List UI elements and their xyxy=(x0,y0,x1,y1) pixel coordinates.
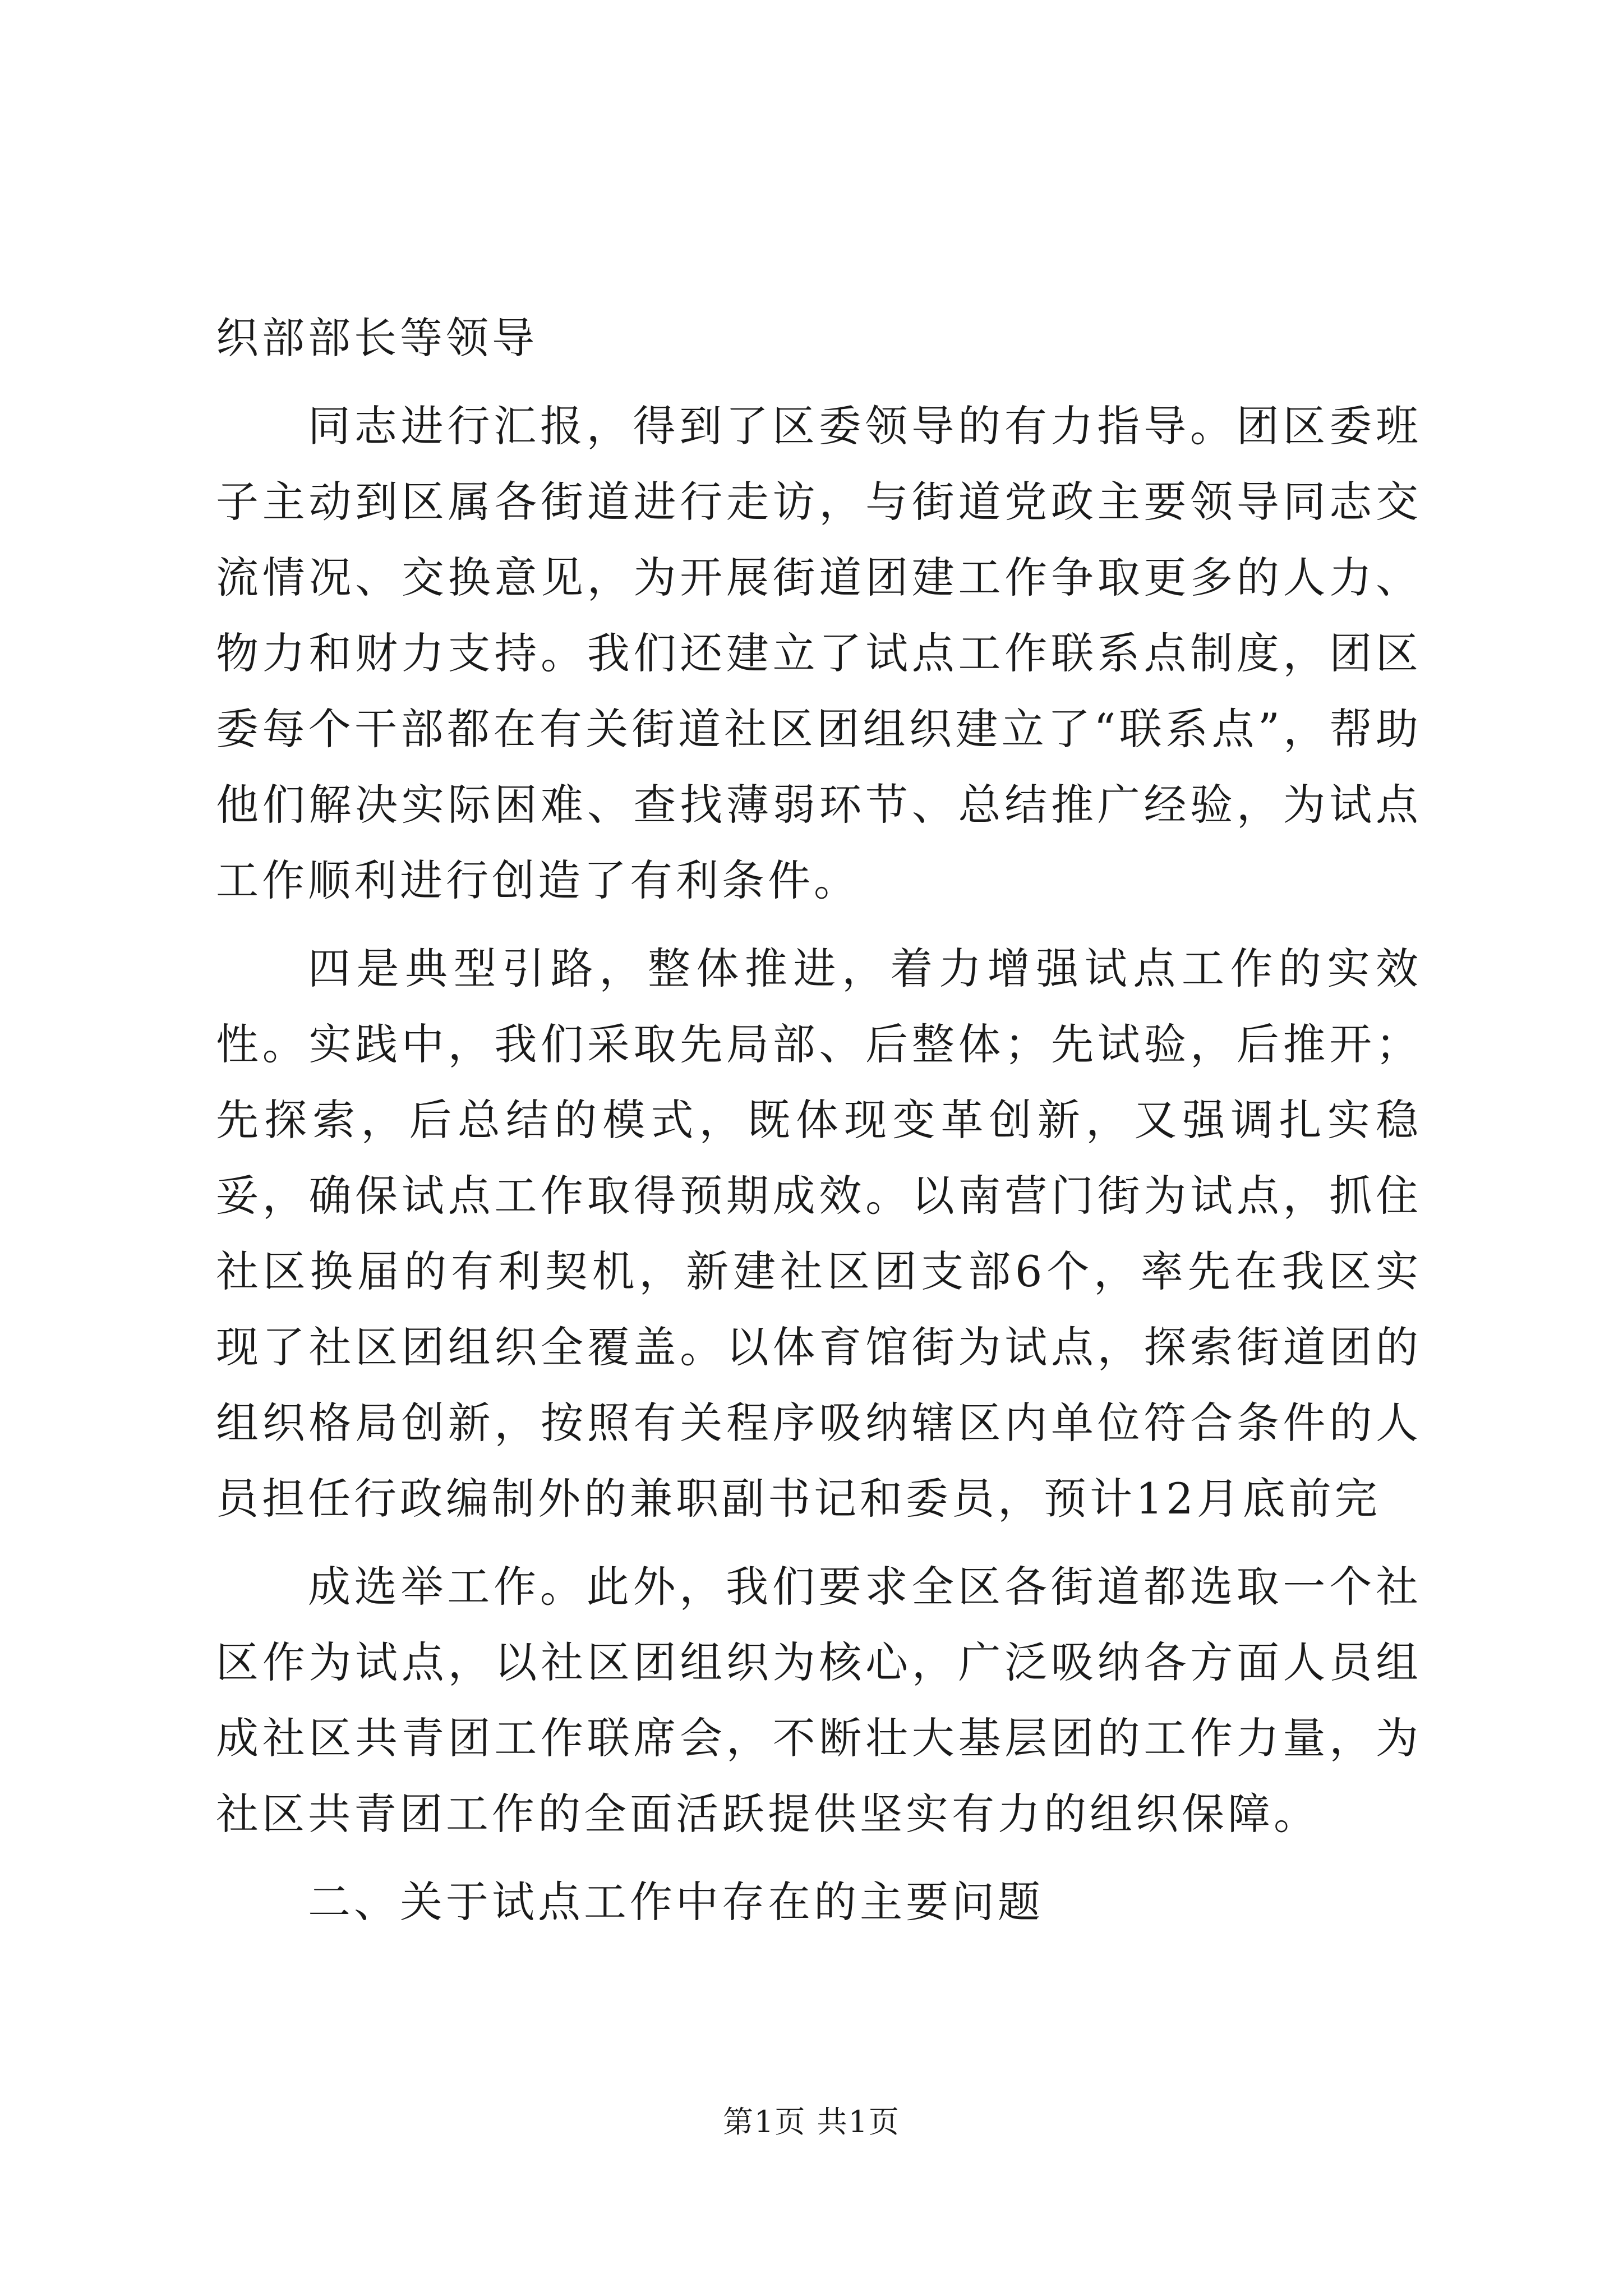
paragraph-point-four: 四是典型引路，整体推进，着力增强试点工作的实效性。实践中，我们采取先局部、后整体；先试验，后推开；先探索，后总结的模式，既体现变革创新，又强调扎实稳妥，确保试点工作取得预期成效。以南营门街为试点，抓住社区换届的有利契机，新建社区团支部6个，率先在我区实现了社区团组织全覆盖。以体育馆街为试点，探索街道团的组织格局创新，按照有关程序吸纳辖区内单位符合条件的人员担任行政编制外的兼职副书记和委员，预计12月底前完 xyxy=(216,944,1422,1524)
section-heading: 二、关于试点工作中存在的主要问题 xyxy=(308,1877,1044,1927)
page-footer: 第1页 共1页 xyxy=(723,2104,900,2139)
document-body xyxy=(216,300,1422,1940)
paragraph-continuation: 织部部长等领导 xyxy=(216,313,538,363)
paragraph-report: 同志进行汇报，得到了区委领导的有力指导。团区委班子主动到区属各街道进行走访，与街道党政主要领导同志交流情况、交换意见，为开展街道团建工作争取更多的人力、物力和财力支持。我们还建立了试点工作联系点制度，团区委每个干部都在有关街道社区团组织建立了“联系点”，帮助他们解决实际困难、查找薄弱环节、总结推广经验，为试点工作顺利进行创造了有利条件。 xyxy=(216,401,1422,905)
paragraph-election: 成选举工作。此外，我们要求全区各街道都选取一个社区作为试点，以社区团组织为核心，广泛吸纳各方面人员组成社区共青团工作联席会，不断壮大基层团的工作力量，为社区共青团工作的全面活跃提供坚实有力的组织保障。 xyxy=(216,1562,1422,1839)
